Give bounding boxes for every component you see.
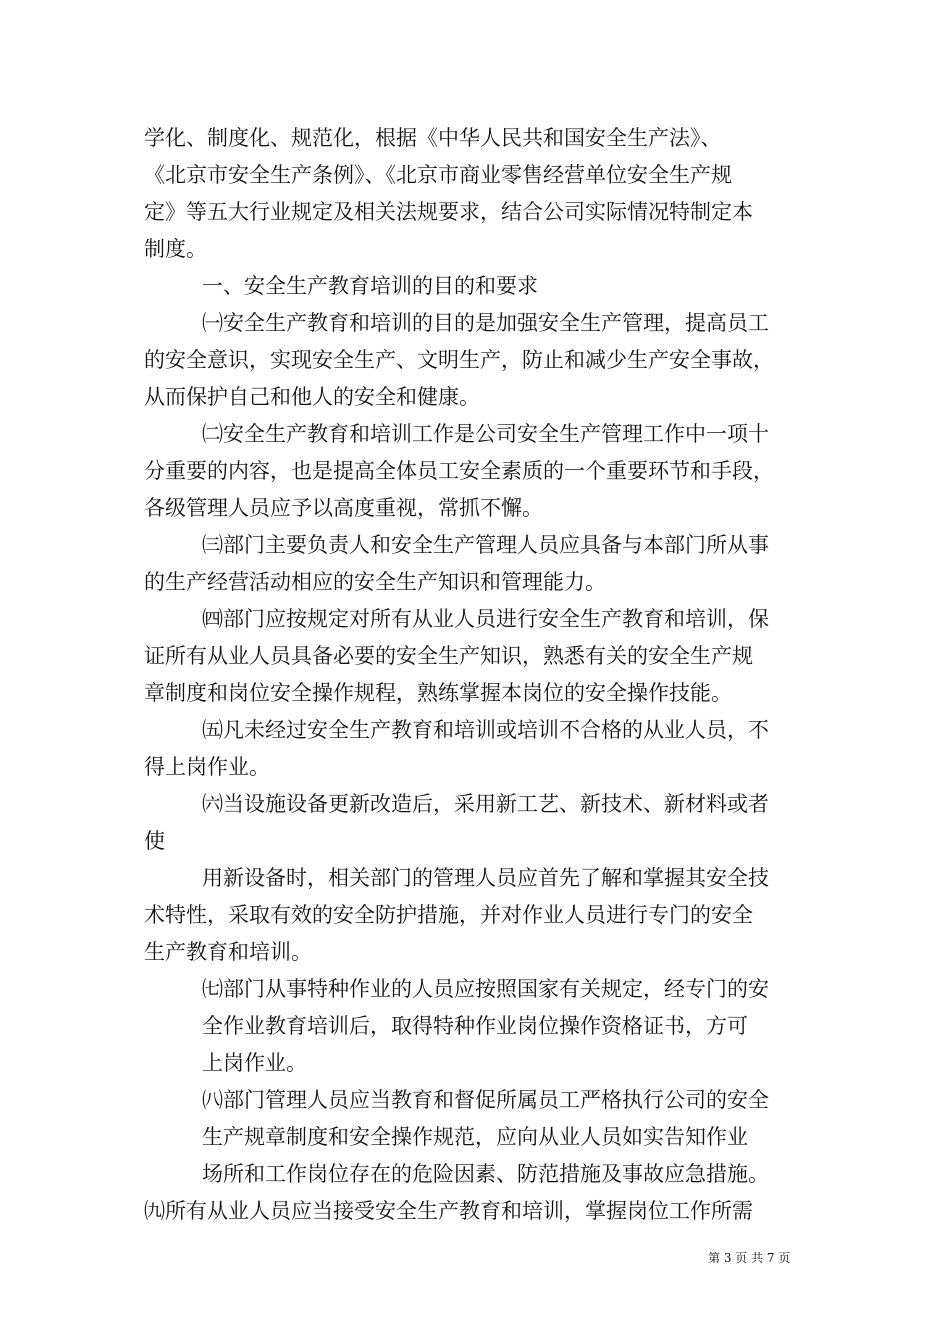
text-line: 的安全意识，实现安全生产、文明生产，防止和减少生产安全事故， (144, 348, 774, 372)
text-line: ㈦部门从事特种作业的人员应按照国家有关规定，经专门的安 (202, 977, 769, 1001)
text-line: 生产教育和培训。 (144, 940, 312, 964)
text-line: ㈡安全生产教育和培训工作是公司安全生产管理工作中一项十 (202, 422, 769, 446)
text-line: 学化、制度化、规范化，根据《中华人民共和国安全生产法》、 (144, 126, 722, 150)
text-line: ㈣部门应按规定对所有从业人员进行安全生产教育和培训，保 (202, 607, 769, 631)
text-line: 各级管理人员应予以高度重视，常抓不懈。 (144, 496, 543, 520)
text-line: 生产规章制度和安全操作规范，应向从业人员如实告知作业 (202, 1125, 748, 1149)
text-line: 全作业教育培训后，取得特种作业岗位操作资格证书，方可 (202, 1014, 748, 1038)
text-line: ㈨所有从业人员应当接受安全生产教育和培训，掌握岗位工作所需 (144, 1199, 753, 1223)
text-line: ㈠安全生产教育和培训的目的是加强安全生产管理，提高员工 (202, 311, 769, 335)
page-number-footer: 第 3 页 共 7 页 (708, 1251, 791, 1265)
text-line: 章制度和岗位安全操作规程，熟练掌握本岗位的安全操作技能。 (144, 681, 732, 705)
text-line: ㈤凡未经过安全生产教育和培训或培训不合格的从业人员，不 (202, 718, 769, 742)
text-line: 《北京市安全生产条例》、《北京市商业零售经营单位安全生产规 (144, 163, 732, 187)
text-line: 制度。 (144, 237, 207, 261)
text-line: 证所有从业人员具备必要的安全生产知识，熟悉有关的安全生产规 (144, 644, 753, 668)
text-line: 使 (144, 829, 165, 853)
text-line: 分重要的内容，也是提高全体员工安全素质的一个重要环节和手段， (144, 459, 774, 483)
text-line: ㈢部门主要负责人和安全生产管理人员应具备与本部门所从事 (202, 533, 769, 557)
text-line: 用新设备时，相关部门的管理人员应首先了解和掌握其安全技 (202, 866, 769, 890)
section-heading: 一、安全生产教育培训的目的和要求 (202, 274, 538, 298)
text-line: ㈥当设施设备更新改造后，采用新工艺、新技术、新材料或者 (202, 792, 769, 816)
text-line: 场所和工作岗位存在的危险因素、防范措施及事故应急措施。 (202, 1162, 769, 1186)
text-line: 定》等五大行业规定及相关法规要求，结合公司实际情况特制定本 (144, 200, 753, 224)
text-line: 从而保护自己和他人的安全和健康。 (144, 385, 480, 409)
text-line: ㈧部门管理人员应当教育和督促所属员工严格执行公司的安全 (202, 1088, 769, 1112)
text-line: 的生产经营活动相应的安全生产知识和管理能力。 (144, 570, 606, 594)
text-line: 上岗作业。 (202, 1051, 307, 1075)
text-line: 得上岗作业。 (144, 755, 270, 779)
text-line: 术特性，采取有效的安全防护措施，并对作业人员进行专门的安全 (144, 903, 753, 927)
